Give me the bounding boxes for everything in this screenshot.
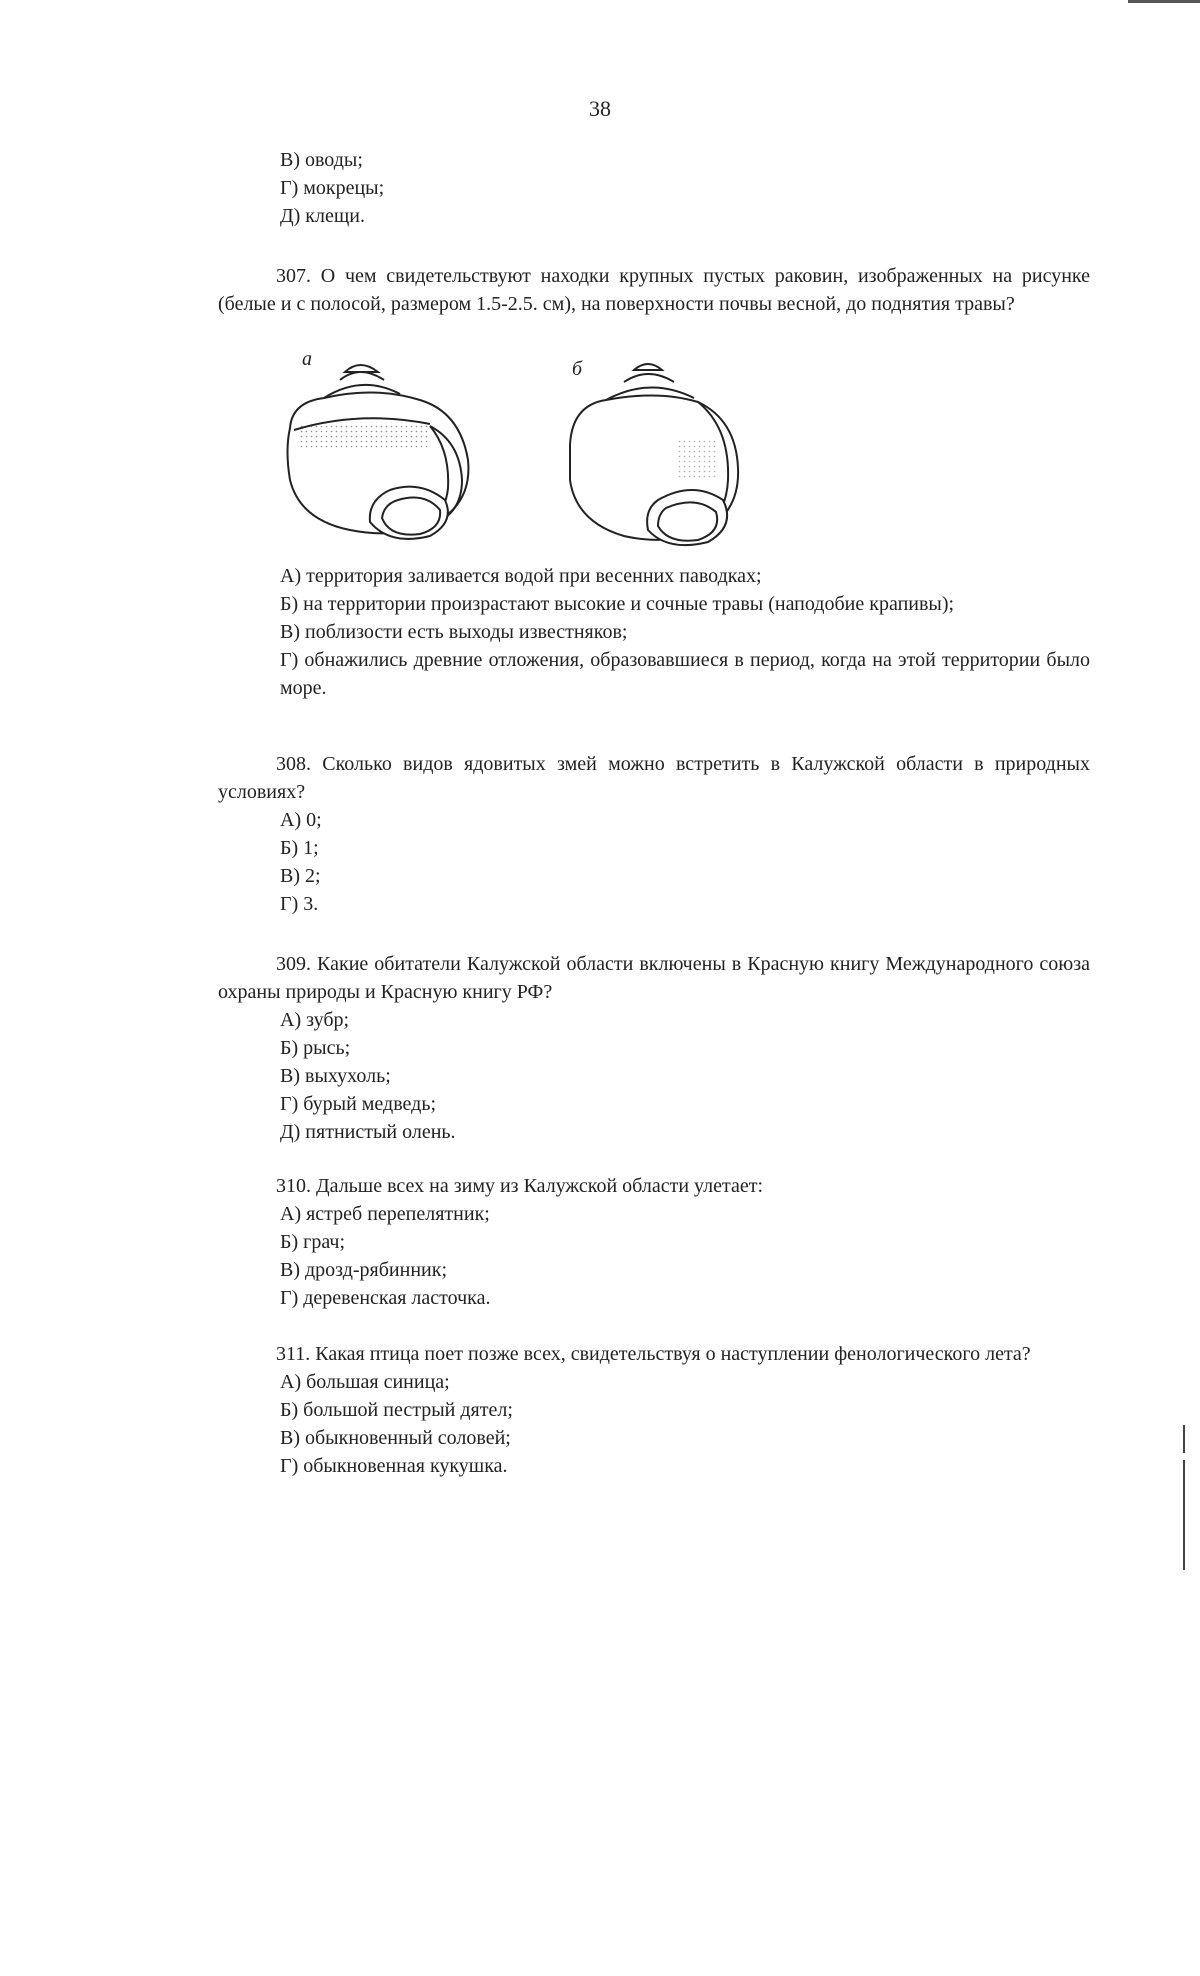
option: В) поблизости есть выходы известняков; [280,621,628,643]
option-wrapped [218,646,1090,702]
option: В) оводы; [280,149,363,171]
question-310 [218,1172,1090,1312]
question-text: 307. О чем свидетельствуют находки крупных пустых раковин, изображенных на рисунке (белые и с полосой, размером 1.5-2.5. см), на поверхности почвы весной, до поднятия травы? [218,265,1090,315]
option: Г) 3. [280,893,319,915]
option: Г) бурый медведь; [280,1093,437,1115]
option: В) выхухоль; [280,1065,391,1087]
previous-question-options [218,146,1090,230]
option: Б) на территории произрастают высокие и сочные травы (наподобие крапивы); [280,593,955,615]
option: А) зубр; [280,1009,350,1031]
option: Б) 1; [280,837,319,859]
option: Г) деревенская ласточка. [280,1287,491,1309]
option: Б) большой пестрый дятел; [280,1399,513,1421]
option: А) ястреб перепелятник; [280,1203,490,1225]
question-307-options [218,562,1090,702]
option: В) дрозд-рябинник; [280,1259,448,1281]
scan-edge-mark [1183,1460,1185,1570]
scan-corner-mark [1128,0,1200,3]
option: В) обыкновенный соловей; [280,1427,511,1449]
option: А) территория заливается водой при весенних паводках; [280,565,762,587]
option-wrapped [218,590,1090,618]
option: Д) клещи. [280,205,365,227]
option: Б) рысь; [280,1037,351,1059]
scan-edge-mark [1183,1425,1185,1453]
snail-shells-figure [280,350,800,555]
question-308 [218,750,1090,918]
figure-label-a: а [302,348,312,370]
option: А) большая синица; [280,1371,450,1393]
question-text: 311. Какая птица поет позже всех, свидетельствуя о наступлении фенологического лета? [276,1343,1031,1365]
shells-illustration [280,350,800,555]
option: В) 2; [280,865,321,887]
option: Г) мокрецы; [280,177,385,199]
page-number: 38 [589,96,611,121]
question-311 [218,1340,1090,1480]
figure-label-b: б [572,358,583,380]
question-text: 309. Какие обитатели Калужской области включены в Красную книгу Международного союза охраны природы и Красную книгу РФ? [218,953,1090,1003]
question-text: 308. Сколько видов ядовитых змей можно встретить в Калужской области в природных условиях? [218,753,1090,803]
question-text: 310. Дальше всех на зиму из Калужской области улетает: [276,1175,764,1197]
option: Г) обыкновенная кукушка. [280,1455,508,1477]
shell-a [288,365,469,539]
question-307 [218,262,1090,318]
option: Б) грач; [280,1231,346,1253]
option: Д) пятнистый олень. [280,1121,456,1143]
option: А) 0; [280,809,322,831]
question-309 [218,950,1090,1146]
option: Г) обнажились древние отложения, образовавшиеся в период, когда на этой территории было море. [280,649,1090,699]
shell-b [570,364,738,545]
